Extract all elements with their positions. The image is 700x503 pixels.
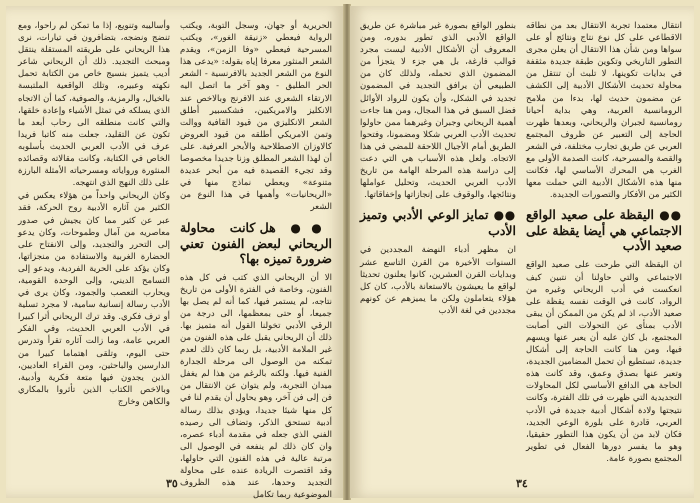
right-page-column-left (360, 20, 516, 470)
paragraph: الا أن الريحاني الذي كتب في كل هذه الفنون، وخاصة في الفترة الأولى من تاريخ نتاجه، لم يستمر فيها، كما أنه لم يصل بها جميعا، أو حتى بمعظمها، الى درجة من الرقي الأدبي تخولنا القول أنه متميز بها. ذلك أن الريحاني يقبل على هذه الفنون من غير الملامة الأدبية، بل ربما كان ذلك لعدم تمكنه من الوصول الى مرحلة الجدارة الفنية فيها. ولكنه بالرغم من هذا لم يغفل ميدان التجربة، ولم يتوان عن الانتقال من فن إلى فن آخر، وهو يحاول أن يقدم لنا في كل منها شيئا جديدا، ويؤدي بذلك رسالة أدبية تستحق الذكر، وتضاف الى رصيده الفني الذي جعله في مقدمة أدباء عصره، وان كان ذلك لم ينفعه في الوصول الى مرتبة عالية في هذه الفنون التي حاولها، وقد اقتصرت الريادة عنده على محاولة التجديد وحدها، عند هذه الظروف الموضوعية ربما تكامل (180, 272, 332, 501)
bullet-icon: ●● (493, 208, 516, 223)
paragraph: وكان الريحاني واحداً من هؤلاء يعكس في الكثير من آثاره الأدبية روح الحركة، فقد عبر عن كثير مما كان يجيش في صدور معاصريه من آمال وطموحات، وكان يدعو إلى التحرر والتجديد، وإلى الانفتاح على الحضارة الغربية والاستفادة من منجزاتها، وكان يؤكد على الحرية الفردية، ويدعو إلى التسامح الديني، وإلى الوحدة القومية، ويحارب التعصب والجمود، وكان يرى في الأدب رسالة إنسانية سامية، لا مجرد تسلية أو ترف فكري. وقد ترك الريحاني أثرا كبيرا في الأدب العربي الحديث، وفي الفكر العربي عامة، وما زالت آثاره تقرأ وتدرس حتى اليوم، وتلقى اهتماما كبيرا من الدارسين والباحثين، ومن القراء العاديين، الذين يجدون فيها متعة فكرية وأدبية، وبالاخص الكتاب الذين تأثروا بالمكاري والكاهن وخارج (18, 191, 170, 407)
page-number: ٣٤ (516, 477, 528, 490)
paragraph: الحريرية أو جهان، وسجل التوبة، ويكتب الرواية فيعطي «زنيقة الغور»، ويكتب المسرحية فيعطي «وفا الزمن»، ويقدم الشعر المنثور معرفا إياه بقوله: «يدعى هذا النوع من الشعر الجديد بالافرنسية - الشعر الحر الطليق - وهو آخر ما اتصل اليه الارتقاء الشعري عند الافرنج وبالاخص عند الانكليز والامريكيين، فشكسبير أطلق الشعر الانكليزي من قيود القافية ووالت وتمن الامريكي أطلقه من قيود العروض كالاوزان الاصطلاحية والأبحر العرفية. على أن لهذا الشعر المطلق وزنا جديدا مخصوصا وقد تجيء القصيدة فيه من أبحر عديدة متنوعة» ويعطي نماذج منها في «الريحانيات» وأهمها في هذا النوع من الشعر (180, 21, 332, 213)
page-number: ٣٥ (166, 477, 178, 490)
paragraph: وأساليبه وتنويع، إذا ما تمكن لم راحوا، ومع تنضج ونضجه، بتضافرون في تيارات، نرى هذا الريحاني على طريقته المستقلة ينتقل ومبحث التجديد. ذلك أن الريحاني شاعر أديب يتميز بنسيج خاص من الكتابة تحمل نكهته وعبيره، وتلك الواقعية الملتبسة بالخيال، والرمزية، والصوفية، كما أن الاتجاه الذي يسلكه في تمثل الأشياء وإعادة خلقها، والتي كانت منطلقه الى رحاب أبعد ما تكون عن التقليد، جعلت منه كاتبا فريدا عرف في الأدب العربي الحديث بأسلوبه الخاص في الكتابة، وكانت مقالاته وقصائده المنثورة ورواياته ومسرحياته الأمثلة البارزة على ذلك النهج الذي انتهجه. (18, 21, 170, 189)
left-page (6, 6, 344, 501)
right-page-column-right (526, 20, 682, 470)
bullet-icon: ●● (659, 208, 682, 223)
paragraph: بنطور الواقع بصورة غير مباشرة عن طريق الواقع الأدبي الذي تطور بدوره، ومن المعروف أن الأشكال الأدبية ليست مجرد قوالب فارغة، بل هي جزء لا يتجزأ من المضمون الذي تحمله، ولذلك كان من الطبيعي أن يرافق التجديد في المضمون تجديد في الشكل، وأن يكون للرواد الأوائل فضل السبق في هذا المجال، ومن هنا جاءت أهمية الريحاني وجبران وغيرهما ممن حاولوا تحديث الأدب العربي شكلا ومضمونا، وفتحوا الطريق أمام الأجيال اللاحقة للمضي في هذا الاتجاه. ولعل هذه الأسباب هي التي دعت إلى دراسة هذه المرحلة الهامة من تاريخ الأدب العربي الحديث، وتحليل عواملها ونتائجها، والوقوف على إنجازاتها وإخفاقاتها. (360, 21, 516, 201)
paragraph: ان اليقظة التي طرحت على صعيد الواقع الاجتماعي والتي حاولنا أن نتبين كيف انعكست في أدب الريحاني وغيره من الرواد، كانت في الوقت نفسه يقظة على صعيد الأدب، اذ لم يكن من الممكن أن يبقى الأدب بمنأى عن التحولات التي أصابت المجتمع، بل كان عليه أن يعبر عنها ويسهم فيها، ومن هنا كانت الحاجة إلى أشكال جديدة، تستطيع أن تحمل المضامين الجديدة، وتعبر عنها بصدق وعمق، وقد كانت هذه الحاجة هي الدافع الأساسي لكل المحاولات التجديدية التي ظهرت في تلك الفترة، وكانت نتيجتها ولادة أشكال أدبية جديدة في الأدب العربي، قادرة على بلورة الوعي الجديد، فكان لابد من أن يكون هذا التطور حقيقيا، وهو ما يفسر دورها الفعال في تطوير المجتمع بصورة عامة. (526, 260, 682, 464)
bullet-icon: ●● (290, 220, 332, 235)
section-heading (360, 207, 516, 238)
section-heading-text: تمايز الوعي الأدبي وتميز الأدب (360, 207, 516, 239)
left-page-column-right (180, 20, 332, 501)
right-page-columns (360, 20, 682, 470)
section-heading-text: اليقظة على صعيد الواقع الاجتماعي هي أيضا يقظة على صعيد الأدب (526, 207, 682, 254)
section-heading (526, 207, 682, 253)
right-page (350, 6, 694, 498)
paragraph: ان مظهر أدباء النهضة المجددين في السنوات الأخيرة من القرن التاسع عشر وبدايات القرن العشرين، كانوا يعلنون تحديثا لواقع ما يعيشون بالاستعانة بالأدب، كان كل هؤلاء يتعاملون ولكن ما يميزهم عن كونهم مجددين في لغة الأدب (360, 245, 516, 316)
paragraph: انتقال معتمدا تجربة الانتقال بعد من نطاقه الاقطاعي على كل نوع نتاج ونتائج أو على سواها ومن شأن هذا الانتقال أن يعلن مجرى التطور التاريخي وتكوين طبقة جديدة مثقفة في بدايات تكوينها، لا تلبث أن تنتقل من محاولة تحديث الأشكال الأدبية إلى الكشف عن مضمون حديث لها، بدءا من ملامح الرومانسية العربية، وهي بداية أحيانا رومانسية لجبران والريحاني، وبعدها ظهرت الحاجة إلى التعبير عن ظروف المجتمع العربي عن طريق تجارب مختلفة، في الشعر والقصة والمسرحية، كانت الصدمة الأولى مع الغرب هي المحرك الأساسي لها، فكانت منها هذه الأشكال الأدبية التي حملت معها الكثير من الأفكار والتصورات الجديدة. (526, 21, 682, 201)
section-heading (180, 220, 332, 266)
left-page-column-left (18, 20, 170, 470)
section-heading-text: هل كانت محاولة الريحاني لبعض الفنون تعني ضرورة تميزه بها؟ (180, 219, 332, 266)
